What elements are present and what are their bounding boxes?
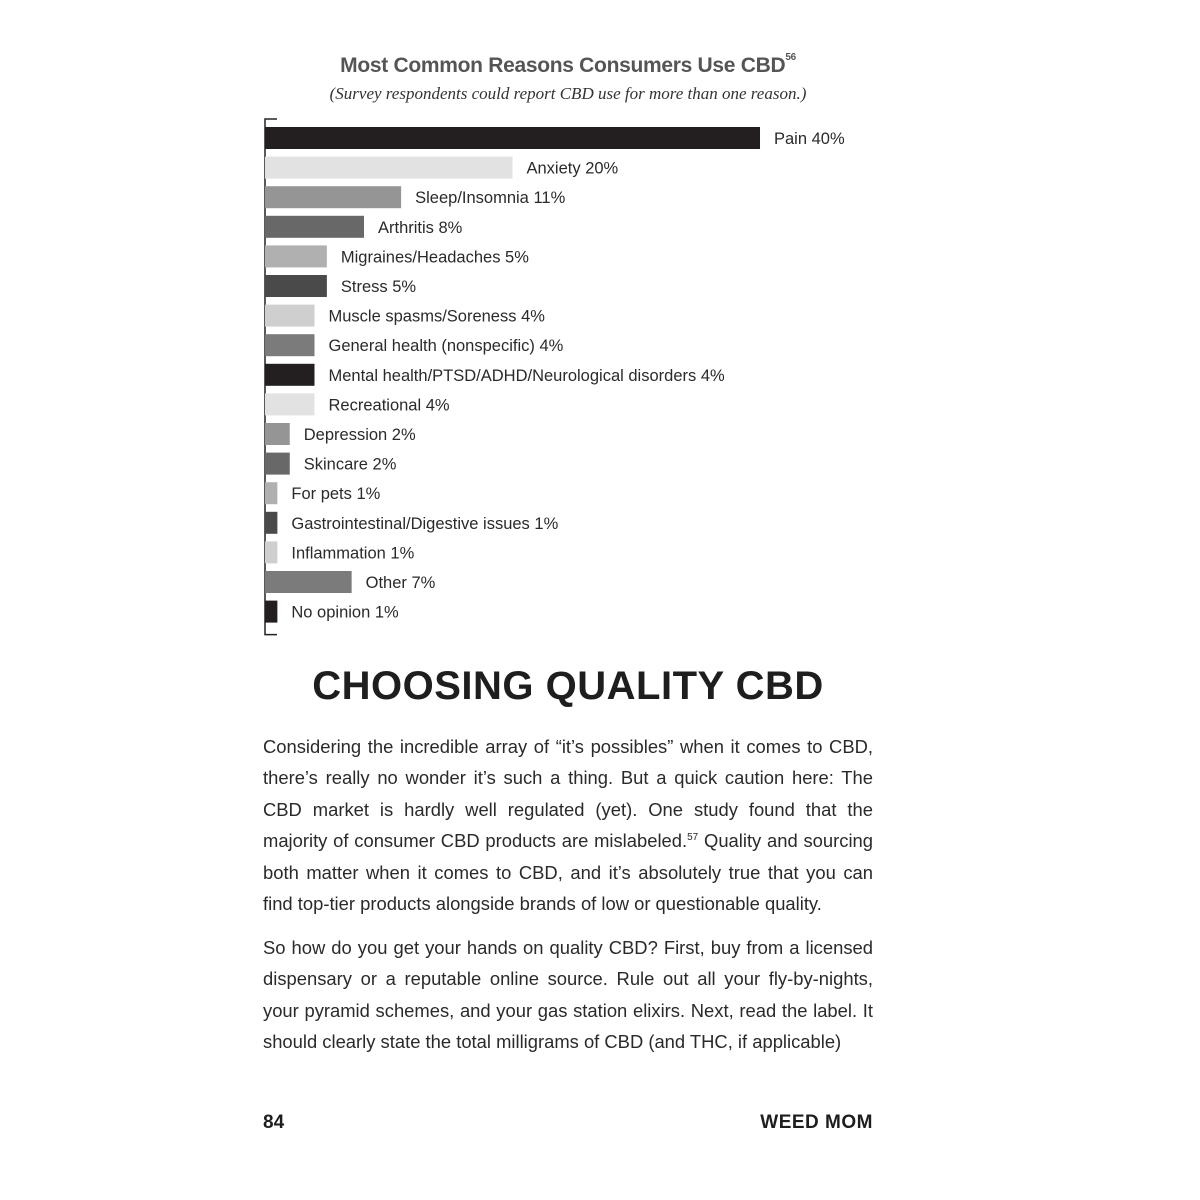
bar-4: [265, 245, 327, 267]
bar-2: [265, 186, 401, 208]
chart-title-footnote: 56: [785, 52, 796, 63]
bar-label-6: Muscle spasms/Soreness 4%: [328, 307, 545, 326]
bar-10: [265, 423, 290, 445]
bar-16: [265, 601, 277, 623]
bar-label-3: Arthritis 8%: [378, 218, 463, 237]
body-paragraph-1: [263, 731, 873, 919]
bar-13: [265, 512, 277, 534]
bar-6: [265, 305, 315, 327]
running-title: WEED MOM: [760, 1112, 873, 1133]
bar-7: [265, 334, 315, 356]
chart-subtitle: (Survey respondents could report CBD use for more than one reason.): [329, 84, 807, 103]
bar-label-7: General health (nonspecific) 4%: [328, 337, 564, 356]
bar-12: [265, 482, 277, 504]
paragraph-1-text-b: Quality and sourcing both matter when it comes to CBD, and it’s absolutely true that you can find top-tier products alongside brands of low or questionable quality.: [263, 830, 874, 915]
bar-5: [265, 275, 327, 297]
bar-label-15: Other 7%: [365, 574, 436, 592]
bar-3: [265, 216, 364, 238]
bar-label-12: For pets 1%: [291, 485, 381, 504]
bar-11: [265, 453, 290, 475]
bar-1: [265, 157, 513, 179]
bar-label-14: Inflammation 1%: [291, 544, 415, 563]
bar-9: [265, 393, 315, 415]
page-number: 84: [263, 1112, 285, 1133]
section-heading: CHOOSING QUALITY CBD: [312, 664, 824, 708]
bar-label-5: Stress 5%: [340, 278, 417, 296]
bar-label-11: Skincare 2%: [303, 455, 397, 474]
bar-14: [265, 541, 277, 563]
bar-label-4: Migraines/Headaches 5%: [340, 248, 529, 267]
bar-8: [265, 364, 315, 386]
bar-label-2: Sleep/Insomnia 11%: [415, 189, 566, 208]
chart-title-text: Most Common Reasons Consumers Use CBD: [340, 54, 786, 77]
bar-0: [265, 127, 760, 149]
paragraph-1-text-a: Considering the incredible array of “it’s possibles” when it comes to CBD, there’s really no wonder it’s such a thing. But a quick caution here: The CBD market is hardly well regulated (yet). One study found that the majority of consumer CBD products are mislabeled.: [263, 736, 873, 852]
bar-label-1: Anxiety 20%: [526, 159, 619, 178]
footnote-marker-57: 57: [687, 832, 699, 844]
bar-15: [265, 571, 352, 593]
bar-label-8: Mental health/PTSD/ADHD/Neurological disorders 4%: [328, 366, 725, 385]
bar-label-0: Pain 40%: [774, 130, 845, 148]
bar-label-10: Depression 2%: [303, 426, 416, 444]
body-paragraph-2: So how do you get your hands on quality CBD? First, buy from a licensed dispensary or a reputable online source. Rule out all your fly-by-nights, your pyramid schemes, and your gas station elixirs. Next, read the label. It should clearly state the total milligrams of CBD (and THC, if applicable): [263, 937, 873, 1053]
bar-label-9: Recreational 4%: [328, 396, 450, 415]
bar-label-16: No opinion 1%: [291, 603, 399, 622]
bar-label-13: Gastrointestinal/Digestive issues 1%: [291, 514, 559, 533]
